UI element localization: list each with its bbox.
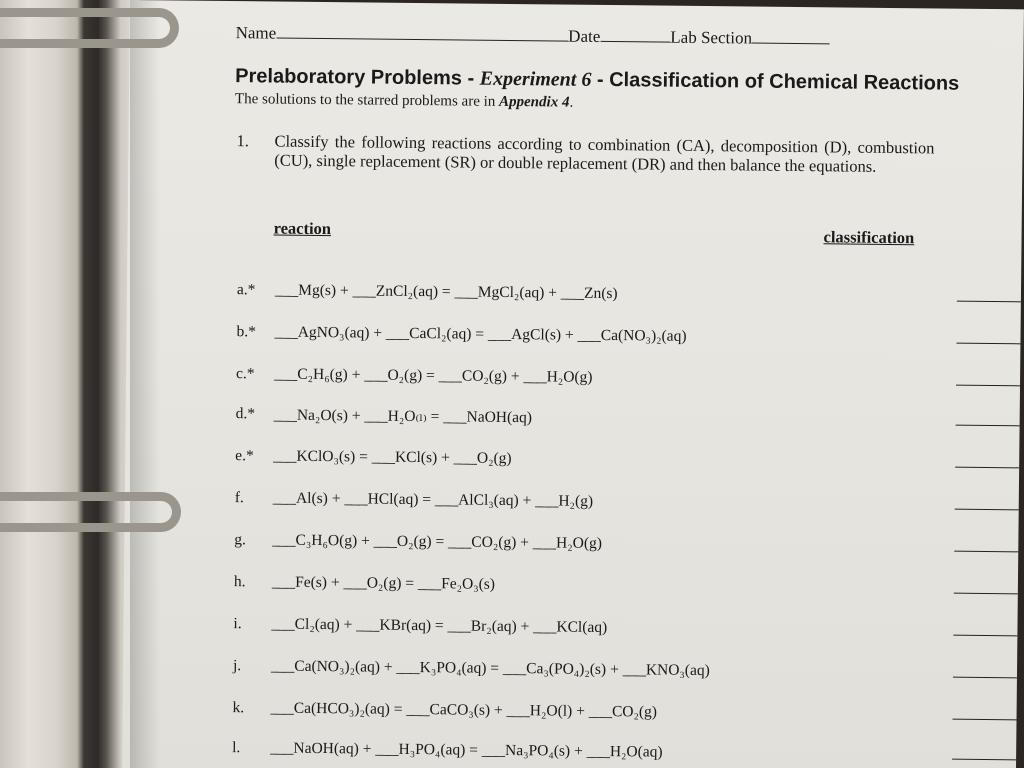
reaction-equation: ___Cl₂(aq) + ___KBr(aq) = ___Br₂(aq) + ___KCl(aq): [271, 615, 608, 637]
reaction-row: [236, 323, 1024, 353]
header-fields: [236, 23, 831, 49]
reaction-label: b.*: [236, 323, 256, 341]
reaction-row: [234, 573, 1024, 603]
lab-section-label: Lab Section: [670, 27, 753, 48]
reaction-row: [232, 739, 1022, 768]
reaction-label: j.: [232, 657, 242, 675]
lab-section-line: [752, 29, 830, 45]
reaction-equation: ___AgNO₃(aq) + ___CaCl₂(aq) = ___AgCl(s) + ___Ca(NO₃)₂(aq): [274, 323, 687, 345]
reaction-equation: ___Fe(s) + ___O₂(g) = ___Fe₂O₃(s): [271, 573, 496, 593]
reaction-row: [232, 699, 1022, 729]
classification-blank[interactable]: [955, 467, 1019, 469]
classification-blank[interactable]: [957, 301, 1021, 303]
classification-blank[interactable]: [954, 551, 1018, 553]
page-fold-shadow: [130, 0, 160, 768]
classification-blank[interactable]: [953, 635, 1017, 637]
worksheet-page: [122, 0, 1024, 768]
reaction-row: [236, 405, 1024, 435]
reaction-equation: ___C₃H₆O(g) + ___O₂(g) = ___CO₂(g) + ___H₂O(g): [272, 531, 603, 552]
reaction-row: [234, 531, 1024, 561]
binder-spine: [0, 0, 140, 768]
reaction-equation: ___Ca(HCO₃)₂(aq) = ___CaCO₃(s) + ___H₂O(l) + ___CO₂(g): [270, 699, 658, 721]
reaction-label: k.: [232, 699, 245, 717]
classification-blank[interactable]: [956, 425, 1020, 427]
reaction-row: [237, 281, 1024, 311]
reaction-label: h.: [233, 573, 246, 591]
reaction-equation: ___Na₂O(s) + ___H₂O₍ₗ₎ = ___NaOH(aq): [273, 406, 533, 427]
classification-blank[interactable]: [953, 719, 1017, 721]
reaction-equation: ___NaOH(aq) + ___H₃PO₄(aq) = ___Na₃PO₄(s) + ___H₂O(aq): [270, 739, 663, 761]
classification-blank[interactable]: [956, 385, 1020, 387]
reaction-label: d.*: [235, 405, 256, 423]
reaction-label: i.: [233, 615, 242, 633]
classification-blank[interactable]: [953, 677, 1017, 679]
page-title: Prelaboratory Problems - Experiment 6 - Classification of Chemical Reactions: [235, 65, 960, 95]
reaction-label: g.: [234, 531, 247, 549]
reaction-label: c.*: [236, 365, 255, 383]
reaction-row: [236, 365, 1024, 395]
reaction-label: l.: [232, 739, 241, 757]
classification-column-header: classification: [823, 227, 915, 248]
question-number: 1.: [236, 131, 250, 151]
reaction-row: [233, 657, 1023, 687]
classification-blank[interactable]: [955, 509, 1019, 511]
classification-blank[interactable]: [952, 759, 1016, 761]
reaction-equation: ___KClO₃(s) = ___KCl(s) + ___O₂(g): [273, 447, 512, 468]
name-line: [276, 24, 568, 42]
binder-ring: [0, 8, 179, 48]
reaction-row: [235, 447, 1024, 477]
date-line: [600, 27, 670, 43]
reaction-label: f.: [234, 489, 244, 507]
reaction-label: a.*: [236, 281, 256, 299]
reaction-equation: ___Ca(NO₃)₂(aq) + ___K₃PO₄(aq) = ___Ca₃(PO₄)₂(s) + ___KNO₃(aq): [270, 657, 710, 680]
appendix-ref: Appendix 4: [498, 93, 570, 111]
classification-blank[interactable]: [954, 593, 1018, 595]
question-text: Classify the following reactions according to combination (CA), decomposition (D), combustion (CU), single replacement (SR) or double replacement (DR) and then balance the equations.: [274, 131, 935, 176]
classification-blank[interactable]: [956, 343, 1020, 345]
date-label: Date: [568, 26, 601, 46]
reaction-equation: ___Mg(s) + ___ZnCl₂(aq) = ___MgCl₂(aq) + ___Zn(s): [274, 281, 618, 303]
reaction-equation: ___C₂H₆(g) + ___O₂(g) = ___CO₂(g) + ___H₂O(g): [274, 365, 593, 386]
reaction-label: e.*: [235, 447, 254, 465]
name-label: Name: [235, 23, 277, 43]
page-subtitle: The solutions to the starred problems are in Appendix 4.: [234, 91, 574, 111]
reaction-column-header: reaction: [273, 218, 332, 239]
experiment-number: Experiment 6: [479, 67, 592, 91]
reaction-row: [235, 489, 1024, 519]
binder-ring: [0, 492, 181, 532]
reaction-equation: ___Al(s) + ___HCl(aq) = ___AlCl₃(aq) + ___H₂(g): [272, 489, 594, 510]
reaction-row: [233, 615, 1023, 645]
